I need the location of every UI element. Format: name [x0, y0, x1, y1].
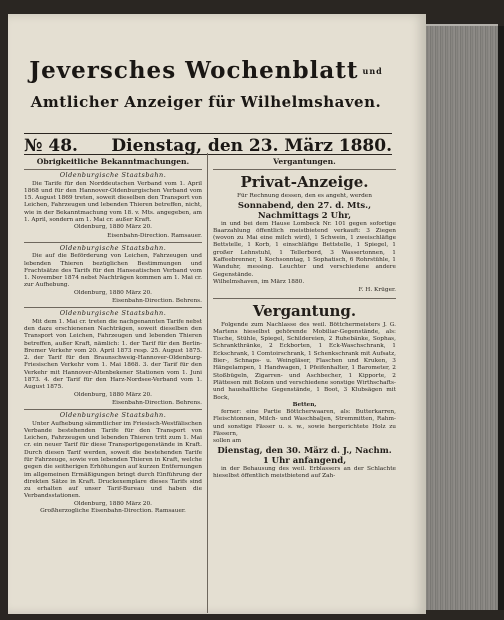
left-heading: Obrigkeitliche Bekanntmachungen.: [36, 157, 190, 166]
notice-title: Oldenburgische Staatsbahn.: [59, 171, 167, 180]
masthead-subtitle: Amtlicher Anzeiger für Wilhelmshaven.: [30, 93, 382, 111]
ad2-intro: sollen am: [213, 438, 242, 445]
notice-date: Oldenburg, 1880 März 20.: [74, 391, 152, 398]
notice-date: Oldenburg, 1880 März 20.: [74, 500, 152, 507]
notice-body: Mit dem 1. Mai cr. treten die nachgenannten Tarife nebst den dazu erschienenen Nachträgen, soweit dieselben den Transport von Leichen, Fahrzeugen und lebenden Thieren betreffen, außer Kraft, nämlich: 1. der Tarif für den Berlin-Bremer Verkehr vom 20. April 1873 resp. 25. August 1875. 2. der Tarif für den Braunschweig-Hannover-Oldenburg-Friesischen Verkehr vom 1. Mai 1868. 3. der Tarif für den Verkehr mit Hannover-Altenbekener Stationen vom 1. Juni 1873. 4. der Tarif für den Harz-Nordsee-Verband vom 1. August 1875.: [24, 318, 202, 391]
ad1-intro: Für Rechnung dessen, den es angeht, werden: [237, 193, 372, 200]
notice-4: [24, 409, 202, 515]
notice-title: Oldenburgische Staatsbahn.: [59, 243, 167, 252]
ad1-when: Sonnabend, den 27. d. Mts., Nachmittags 2 Uhr,: [237, 200, 372, 221]
column-separator: [207, 153, 208, 613]
ad2-betten-body: ferner: eine Partie Böttcherwaaren, als: Butterkarren, Fleischtonnen, Milch- und Waschbaljen, Stremmitten, Rahm- und sonstige Fässer u. s. w., sowie hergerichtete Holz zu Fässern,: [213, 409, 396, 438]
notice-1: [24, 169, 202, 240]
notice-date: Oldenburg, 1880 März 20.: [74, 289, 152, 296]
masthead-und: und: [362, 66, 383, 76]
notice-3: [24, 307, 202, 407]
issue-line: [24, 136, 392, 156]
ad1-signature: F. H. Krüger.: [358, 287, 396, 294]
notice-signature: Eisenbahn-Direction. Behrens.: [111, 298, 202, 305]
ad1-body: in und bei dem Hause Lombeck Nr. 101 gegen sofortige Baarzahlung öffentlich meistbietend verkauft: 3 Ziegen (wovon zu Mai eine milch wird), 1 Schwein, 1 zweischläfige Bettstelle, 1 Korb, 1 einschläfige Bettstelle, 1 Spiegel, 1 großer Lehnstuhl, 1 Tellerbord, 3 Wassertonnen, 1 Kaffeebrenner, 1 Kochsonntag, 1 Sophatisch, 6 Rohrstühle, 1 Wanduhr, messing. Leuchter und verschiedene andere Gegenstände.: [213, 220, 396, 278]
notice-body: Unter Aufhebung sämmtlicher im Friesisch-Westfälischen Verbande bestehenden Tarife für den Transport von Leichen, Fahrzeugen und lebenden Thieren tritt zum 1. Mai cr. ein neuer Tarif für diese Transportgegenstände in Kraft. Durch diesen Tarif werden, soweit die bestehenden Tarife für Fahrzeuge, sowie von lebenden Thieren in Kraft, welche gegen die seitherigen Erhöhungen auf kurzen Entfernungen im allgemeinen Ermäßigungen bringt durch Einführung der direkten Sätze in Kraft. Druckexemplare dieses Tarifs sind zu erhalten auf unser Tarif-Bureau und haben die Verbandsstationen.: [24, 420, 202, 500]
notice-title: Oldenburgische Staatsbahn.: [59, 309, 167, 318]
issue-rule-top: [24, 133, 392, 134]
notice-2: [24, 242, 202, 305]
notice-date: Oldenburg, 1880 März 20.: [74, 224, 152, 231]
masthead-title: Jeversches Wochenblatt $^{und}$: [29, 57, 383, 84]
issue-rule-bottom: [24, 154, 392, 155]
issue-date: Dienstag, den 23. März 1880.: [111, 136, 392, 156]
right-column: [213, 156, 396, 480]
ad2-body: Folgende zum Nachlasse des weil. Böttchermeisters J. G. Martens hieselbst gehörende Mobiliar-Gegenstände, als: Tische, Stühle, Spiegel, Schildereien, 2 Ruhebänke, Sophas, Schrankthränke, 2 Eckborten, 1 Eck-Waschschrank, 1 Eckschrank, 1 Comtoirschrank, 1 Schenkschrank mit Aufsatz, Bier-, Schnaps- u. Weingläser, Flaschen und Kruken, 3 Hängelampen, 1 Handwagen, 1 Pfeifenhalter, 1 Barometer, 2 Stoßbügeln, Zigarren- und Aschbecher, 1 Kipporte, 2 Plättesen mit Bolzen und verschiedene sonstige Wirthschafts- und haushaltliche Gegenstände, 1 Boot, 3 Klubsägen mit Bock,: [213, 321, 396, 401]
ad2-footer: in der Behausung des weil. Erblassers an der Schlachte hieselbst öffentlich meistbietend auf Zah-: [213, 465, 396, 479]
notice-signature: Eisenbahn-Direction. Behrens.: [111, 399, 202, 406]
notice-body: Die auf die Beförderung von Leichen, Fahrzeugen und lebenden Thieren bezüglichen Bestimmungen und Frachtsätze des Tarifs für den Hanseatischen Verband vom 1. November 1874 nebst Nachträgen kommen am 1. Mai cr. zur Aufhebung.: [24, 253, 202, 289]
ad2-title: Vergantung.: [252, 301, 357, 320]
notice-title: Oldenburgische Staatsbahn.: [59, 411, 167, 420]
ad2-betten-label: Betten,: [292, 401, 317, 408]
left-column: [24, 156, 202, 515]
ad2-when: Dienstag, den 30. März d. J., Nachm. 1 Uhr anfangend,: [217, 445, 392, 466]
masthead: [20, 58, 392, 112]
right-heading: Vergantungen.: [273, 157, 336, 166]
ad1-date: Wilhelmshaven, im März 1880.: [213, 278, 305, 285]
ad1-title: Privat-Anzeige.: [240, 173, 369, 192]
divider: [213, 169, 396, 170]
book-page-edges: [426, 24, 498, 610]
notice-body: Die Tarife für den Norddeutschen Verband vom 1. April 1868 und für den Hannover-Oldenburgischen Verband vom 15. August 1869 treten, soweit dieselben den Transport von Leichen, Fahrzeugen und lebenden Thieren betreffen, nicht, wie in der Bekanntmachung vom 18. v. Mts. angegeben, am 1. April, sondern am 1. Mai cr. außer Kraft.: [24, 180, 202, 224]
issue-number: № 48.: [24, 136, 78, 156]
notice-signature: Großherzogliche Eisenbahn-Direction. Ramsauer.: [40, 508, 186, 515]
notice-signature: Eisenbahn-Direction. Ramsauer.: [107, 232, 202, 239]
divider: [213, 298, 396, 299]
